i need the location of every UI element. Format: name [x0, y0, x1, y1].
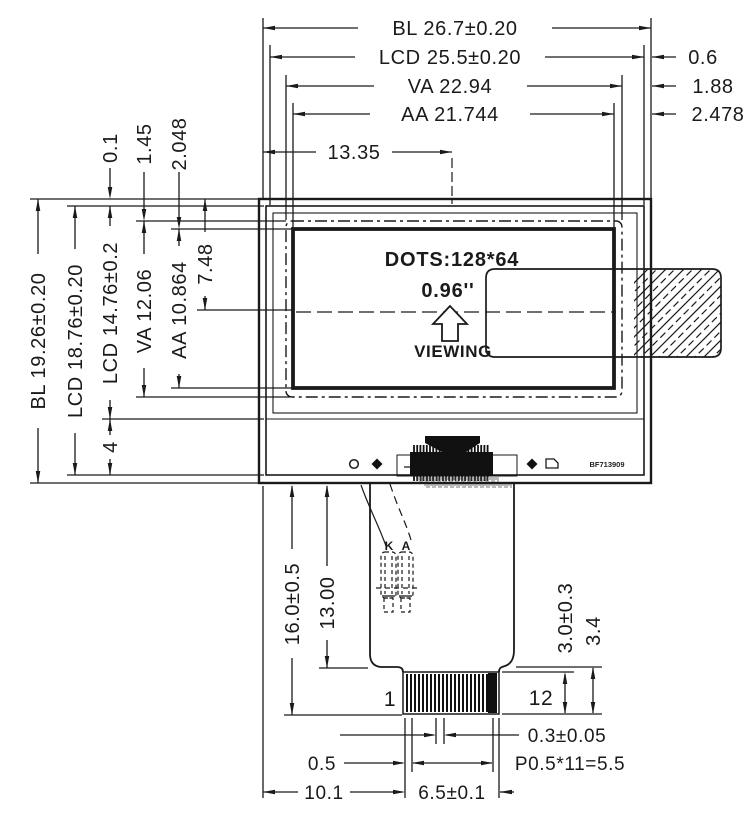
part-number: BF713909 — [589, 460, 625, 469]
hatched-section-callout — [486, 261, 750, 361]
display-size-label: 0.96'' — [421, 280, 475, 302]
dim-bl-width: BL 26.7±0.20 — [392, 18, 518, 40]
dim-lcd-width: LCD 25.5±0.20 — [378, 47, 522, 69]
dim-ledge-4: 4 — [100, 441, 122, 453]
dim-edge-2478: 2.478 — [691, 104, 745, 126]
dimension-lines — [30, 18, 676, 798]
dim-pitch: P0.5*11=5.5 — [514, 754, 626, 775]
dim-pin-width: 0.3±0.05 — [527, 726, 607, 747]
alignment-diamond-left-icon — [372, 459, 383, 470]
dim-lcd-height2: LCD 14.76±0.2 — [100, 241, 122, 385]
alignment-circle — [350, 460, 359, 469]
dim-va-width: VA 22.94 — [407, 76, 493, 98]
dim-edge-188: 1.88 — [692, 76, 734, 98]
dim-offset-2048: 2.048 — [169, 117, 191, 171]
cog-ic-chip — [410, 452, 493, 476]
dim-half-width: 13.35 — [327, 142, 381, 164]
dim-tail-16: 16.0±0.5 — [282, 562, 304, 646]
dim-lcd-height: LCD 18.76±0.20 — [65, 264, 87, 418]
dim-connector-width: 6.5±0.1 — [418, 783, 486, 804]
pin-12-label: 12 — [528, 687, 554, 710]
dim-pin-offset: 0.5 — [307, 754, 337, 775]
pin-1-label: 1 — [383, 688, 397, 711]
viewing-label: VIEWING — [414, 342, 492, 361]
display-dots-label: DOTS:128*64 — [384, 249, 520, 271]
fpc-crease — [361, 485, 386, 546]
led-pad-a — [398, 552, 413, 612]
fpc-crease-dashed — [390, 484, 411, 540]
fpc-cable — [361, 483, 514, 672]
dim-bl-height: BL 19.26±0.20 — [28, 272, 50, 410]
connector-pin-block — [403, 672, 499, 714]
dim-aa-width: AA 21.744 — [401, 104, 499, 126]
cathode-label: K — [384, 539, 394, 553]
dim-offset-145: 1.45 — [134, 123, 156, 165]
dim-pin-30: 3.0±0.3 — [555, 582, 577, 654]
dim-offset-01: 0.1 — [100, 133, 122, 163]
alignment-diamond-right-icon — [527, 459, 538, 470]
dim-pin-34: 3.4 — [583, 616, 605, 646]
led-pad-k — [381, 552, 396, 612]
dim-tail-13: 13.00 — [317, 576, 339, 630]
dim-tail-offset: 10.1 — [304, 783, 344, 804]
viewing-direction-arrow-icon — [433, 306, 467, 341]
dim-aa-height: AA 10.864 — [169, 261, 191, 359]
cog-ledge — [350, 436, 558, 488]
datum-mark-icon — [546, 459, 558, 468]
dim-va-height: VA 12.06 — [134, 268, 156, 354]
anode-label: A — [401, 539, 411, 553]
dim-edge-06: 0.6 — [688, 47, 718, 69]
dim-center-748: 7.48 — [195, 243, 217, 285]
